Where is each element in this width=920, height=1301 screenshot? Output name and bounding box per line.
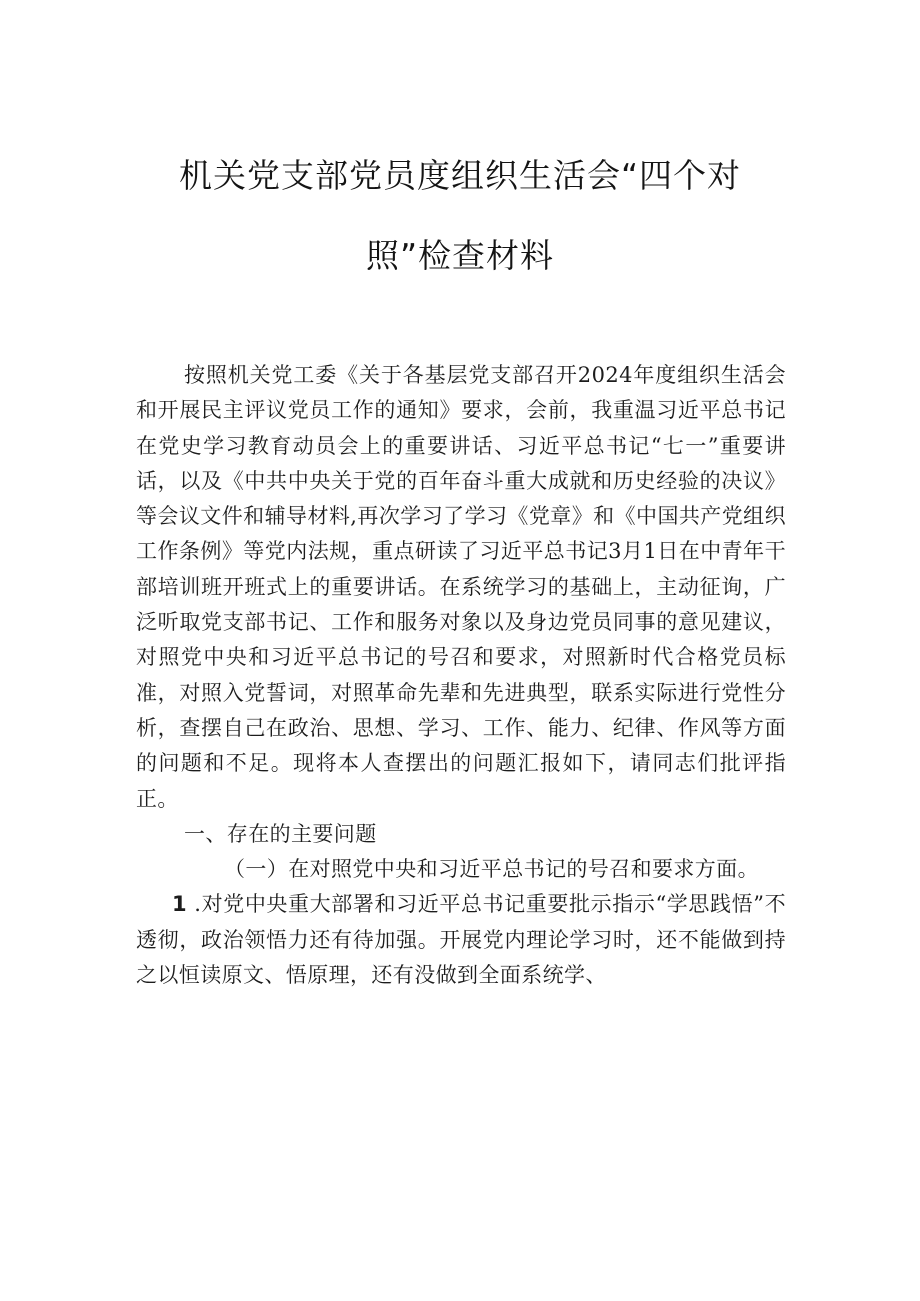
document-title-line-1: 机关党支部党员度组织生活会“四个对 [178,156,742,195]
list-item [136,887,786,993]
document-title-line-2: 照”检查材料 [365,236,555,275]
item-text: .对党中央重大部署和习近平总书记重要批示指示“学思践悟”不透彻，政治领悟力还有待加强。开展党内理论学习时，还不能做到持之以恒读原文、悟原理，还有没做到全面系统学、 [136,892,786,988]
item-number: 1 [172,892,188,917]
document-body [136,358,786,993]
section-heading: 一、存在的主要问题 [184,821,377,846]
subsection-heading: （一）在对照党中央和习近平总书记的号召和要求方面。 [224,857,759,882]
intro-paragraph: 按照机关党工委《关于各基层党支部召开2024年度组织生活会和开展民主评议党员工作的通知》要求，会前，我重温习近平总书记在党史学习教育动员会上的重要讲话、习近平总书记“七一”重要讲话，以及《中共中央关于党的百年奋斗重大成就和历史经验的决议》等会议文件和辅导材料,再次学习了学习《党章》和《中国共产党组织工作条例》等党内法规，重点研读了习近平总书记3月1日在中青年干部培训班开班式上的重要讲话。在系统学习的基础上，主动征询，广泛听取党支部书记、工作和服务对象以及身边党员同事的意见建议，对照党中央和习近平总书记的号召和要求，对照新时代合格党员标准，对照入党誓词，对照革命先辈和先进典型，联系实际进行党性分析，查摆自己在政治、思想、学习、工作、能力、纪律、作风等方面的问题和不足。现将本人查摆出的问题汇报如下，请同志们批评指正。 [136,363,786,811]
